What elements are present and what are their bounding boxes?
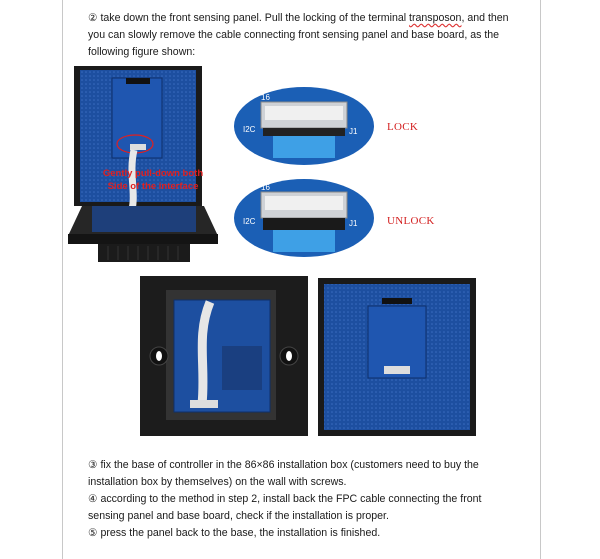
pull-down-callout	[88, 167, 218, 193]
conn-pin-label-lock: 16	[261, 93, 270, 102]
conn-j-label-lock: J1	[349, 127, 358, 136]
conn-j-label-unlock: J1	[349, 219, 358, 228]
base-installed-photo	[140, 276, 308, 436]
lock-label: LOCK	[387, 121, 419, 133]
connector-lock-photo	[233, 86, 375, 166]
conn-i2c-label-unlock: I2C	[243, 217, 256, 226]
step2-line3: following figure shown:	[88, 46, 196, 58]
right-page-edge	[540, 0, 541, 559]
step4-line1: ④ according to the method in step 2, install back the FPC cable connecting the front	[88, 493, 482, 505]
conn-i2c-label-lock: I2C	[243, 125, 256, 134]
step3-line2: installation box by themselves) on the wall with screws.	[88, 476, 347, 488]
callout-line2: Side of the interface	[107, 181, 199, 192]
steps-paragraph	[88, 457, 512, 542]
callout-line1: Gently pull-down both	[102, 168, 204, 179]
panel-removal-photo	[68, 66, 218, 262]
conn-pin-label-unlock: 16	[261, 183, 270, 192]
step2-line1-end: , and then	[461, 12, 509, 24]
unlock-label: UNLOCK	[387, 215, 435, 227]
panel-back-photo	[318, 278, 476, 436]
left-page-edge	[62, 0, 63, 559]
step2-line2: you can slowly remove the cable connecting front sensing panel and base board, as the	[88, 29, 500, 41]
step5-line1: ⑤ press the panel back to the base, the installation is finished.	[88, 527, 381, 539]
misspelled-word: transposon	[409, 12, 462, 24]
connector-unlock-photo	[233, 178, 375, 258]
step3-line1: ③ fix the base of controller in the 86×86 installation box (customers need to buy the	[88, 459, 479, 471]
step4-line2: sensing panel and base board, check if the installation is proper.	[88, 510, 389, 522]
step2-line1	[88, 10, 512, 27]
step2-line1-text: ② take down the front sensing panel. Pull the locking of the terminal	[88, 12, 410, 24]
step2-paragraph	[88, 10, 512, 61]
